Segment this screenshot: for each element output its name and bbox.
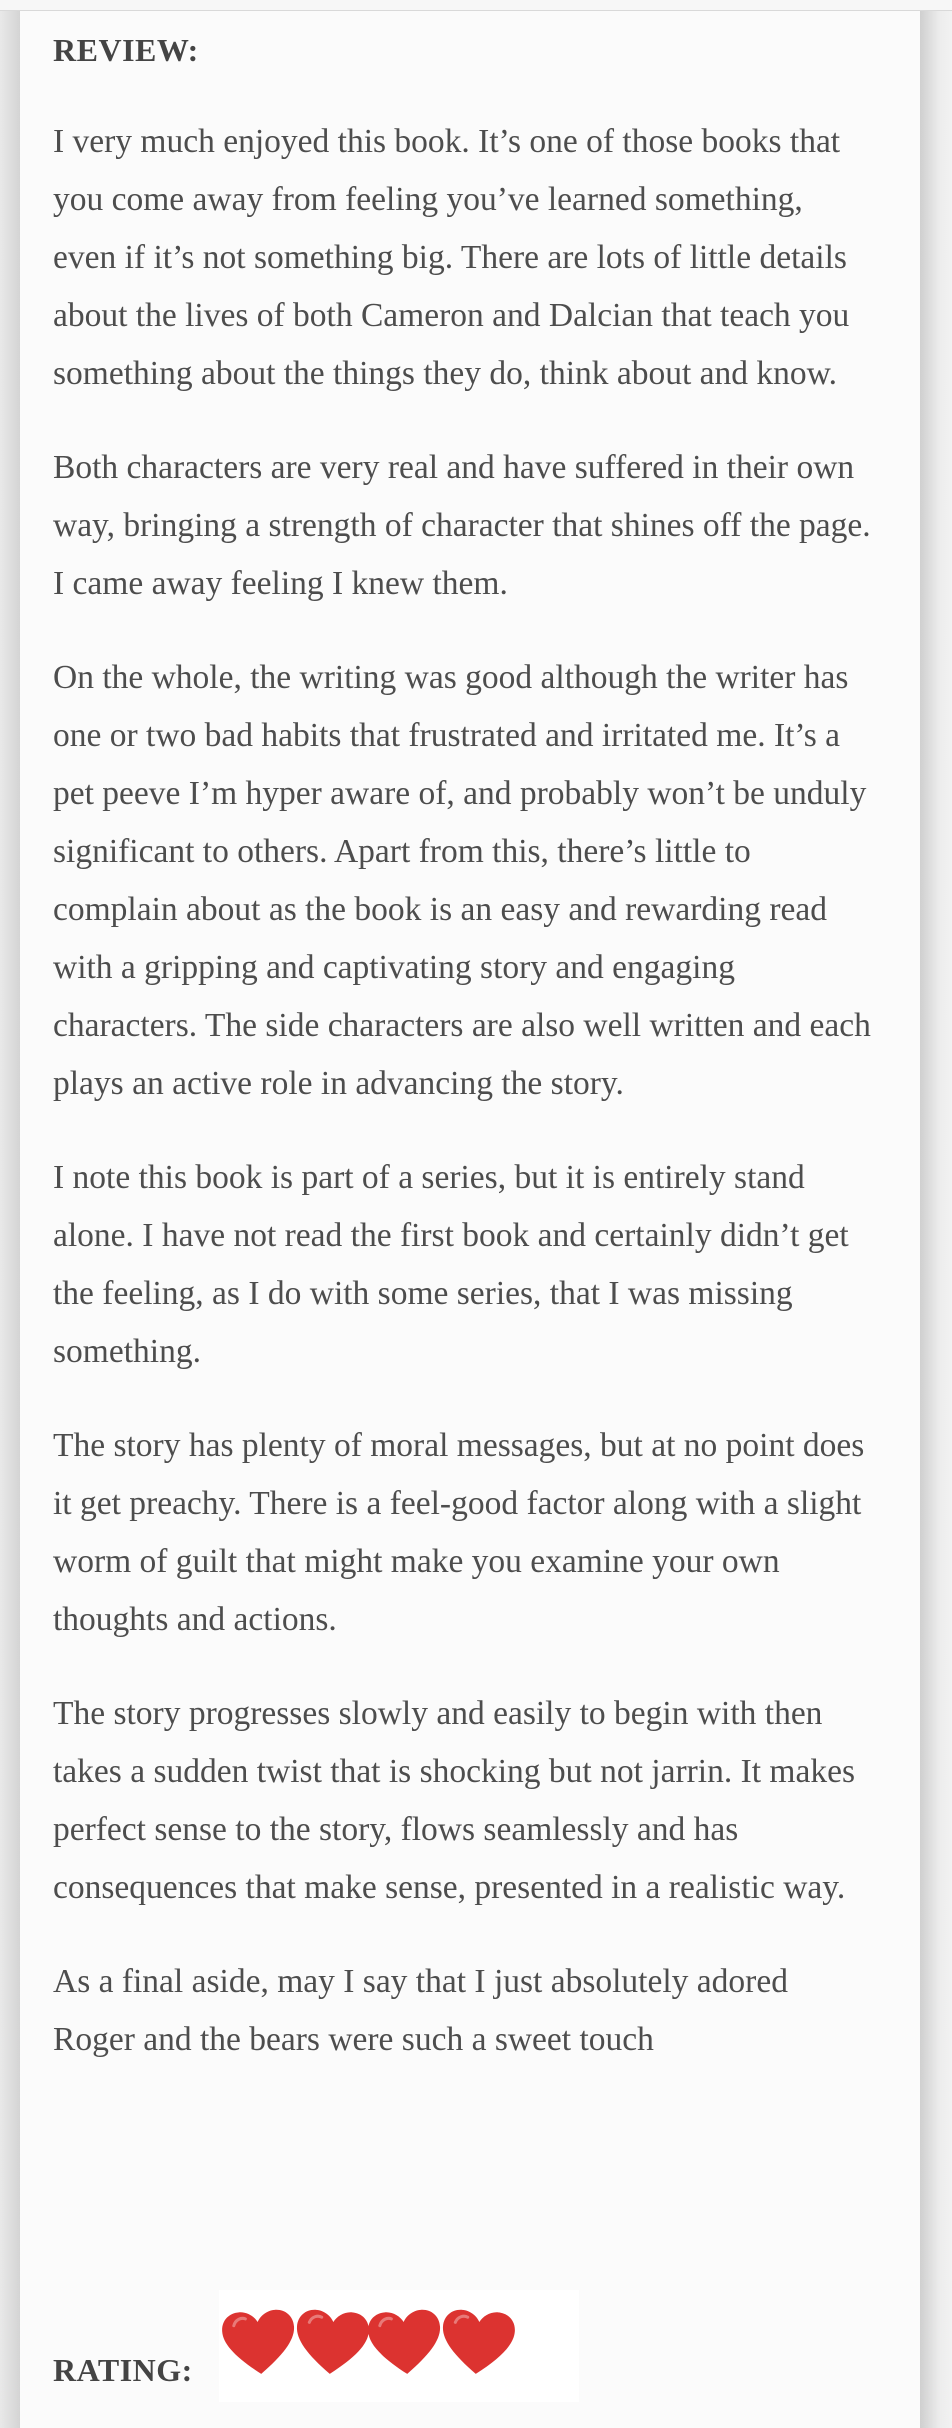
rating-row: [53, 2290, 613, 2410]
hearts-graphic: [219, 2290, 579, 2402]
review-heading: REVIEW:: [53, 32, 199, 68]
review-paragraph-5: The story has plenty of moral messages, but at no point does it get preachy. There is a feel-good factor along with a slight worm of guilt that might make you examine your own thoughts and actions.: [53, 1427, 865, 1638]
review-paragraph-4: I note this book is part of a series, but it is entirely stand alone. I have not read the first book and certainly didn’t get the feeling, as I do with some series, that I was missing something.: [53, 1159, 849, 1370]
review-paragraph-6: The story progresses slowly and easily to begin with then takes a sudden twist that is shocking but not jarrin. It makes perfect sense to the story, flows seamlessly and has consequences that make sense, presented in a realistic way.: [53, 1695, 856, 1906]
heart-icon: [294, 2309, 370, 2377]
review-paragraph-3: On the whole, the writing was good although the writer has one or two bad habits that frustrated and irritated me. It’s a pet peeve I’m hyper aware of, and probably won’t be unduly significant to others. Apart from this, there’s little to complain about as the book is an easy and rewarding read with a gripping and captivating story and engaging characters. The side characters are also well written and each plays an active role in advancing the story.: [53, 659, 871, 1102]
right-page-shadow: [920, 11, 952, 2428]
heart-icon: [440, 2309, 516, 2377]
heart-icon: [221, 2309, 297, 2377]
heart-icon: [367, 2309, 443, 2377]
heart-rating: [219, 2290, 579, 2402]
review-paragraph-7: As a final aside, may I say that I just absolutely adored Roger and the bears were such a sweet touch: [53, 1963, 788, 2058]
review-paragraph-1: I very much enjoyed this book. It’s one of those books that you come away from feeling you’ve learned something, even if it’s not something big. There are lots of little details about the lives of both Cameron and Dalcian that teach you something about the things they do, think about and know.: [53, 123, 850, 392]
top-rule: [0, 0, 952, 11]
review-paragraph-2: Both characters are very real and have suffered in their own way, bringing a strength of character that shines off the page. I came away feeling I knew them.: [53, 449, 871, 602]
rating-label: RATING:: [53, 2352, 193, 2388]
review-section: [53, 28, 873, 2069]
left-page-shadow: [0, 11, 20, 2428]
